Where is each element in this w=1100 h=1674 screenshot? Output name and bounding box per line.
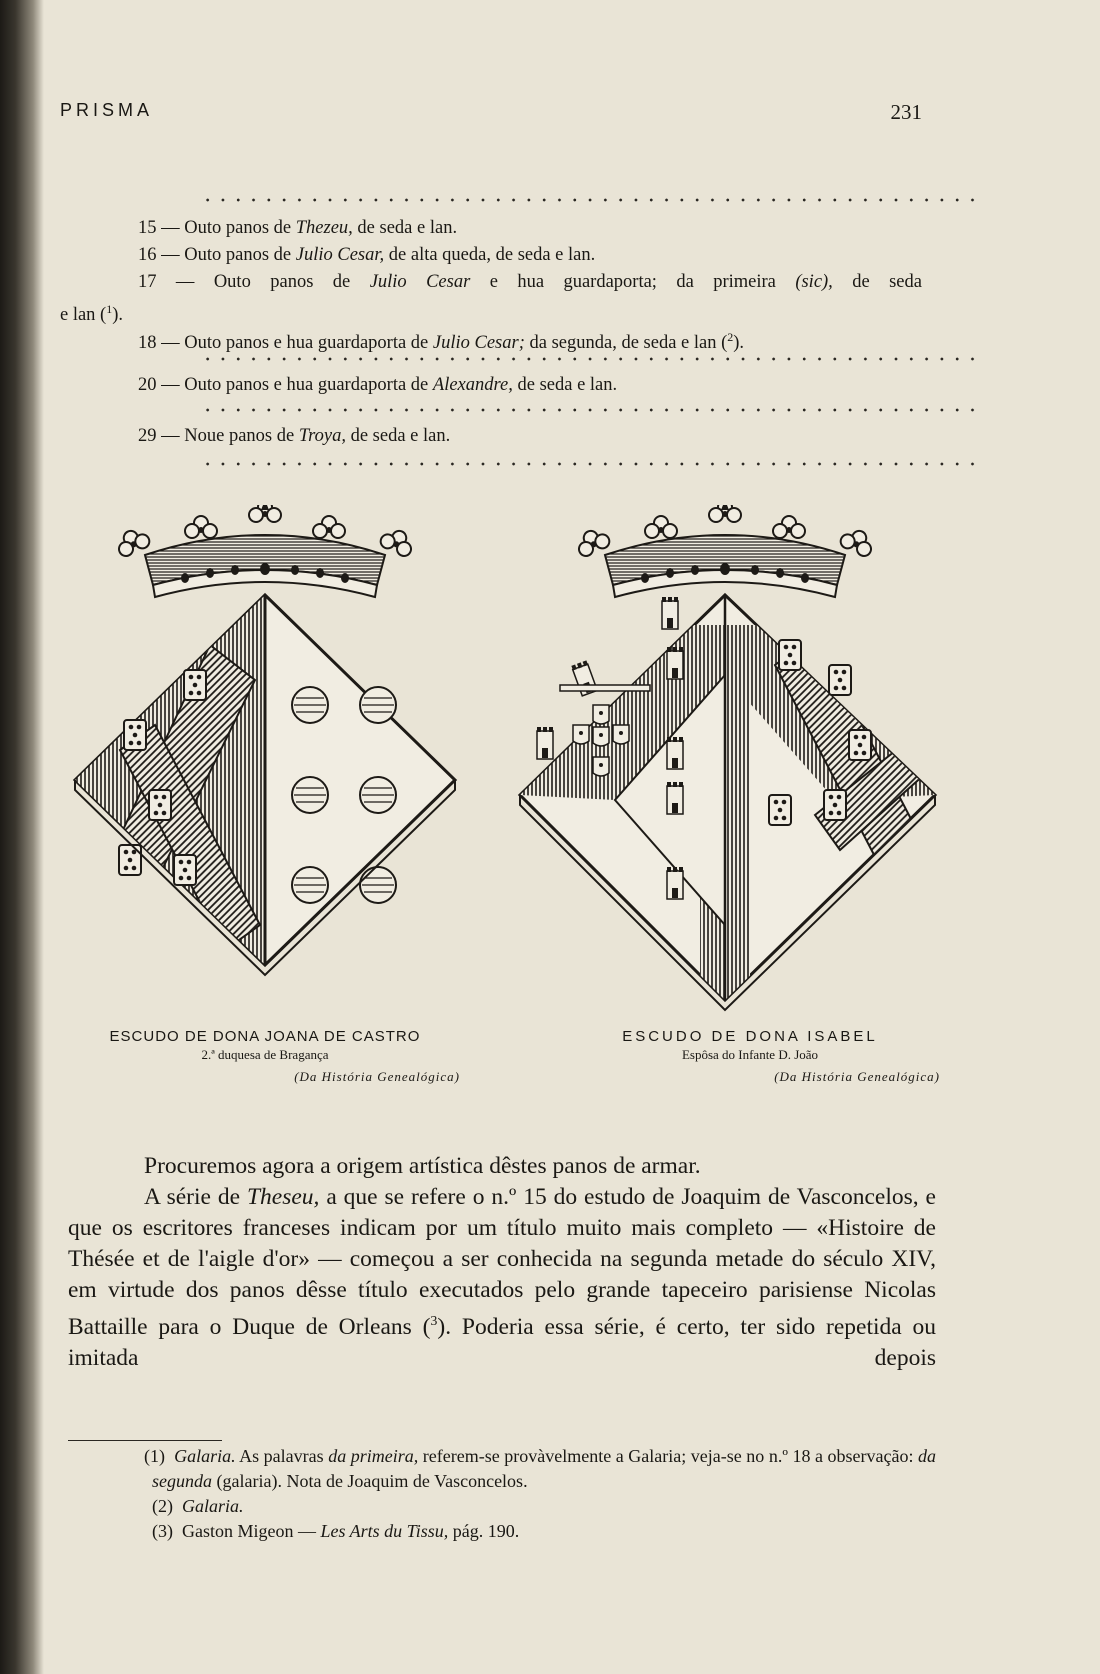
caption-right-source: (Da História Genealógica) (774, 1069, 940, 1084)
running-title: PRISMA (60, 100, 154, 120)
inventory-entry-18: 18 — Outo panos e hua guardaporta de Julio Cesar; da segunda, de seda e lan ($^2$). (138, 330, 745, 354)
inventory-entry-29: 29 — Noue panos de Troya, de seda e lan. (138, 426, 451, 446)
caption-right-title: ESCUDO DE DONA ISABEL (622, 1028, 878, 1045)
page-header (60, 100, 922, 130)
inventory-entry-20: 20 — Outo panos e hua guardaporta de Alexandre, de seda e lan. (138, 375, 618, 395)
footnote-1: (1) Galaria. As palavras da primeira, referem-se provàvelmente a Galaria; veja-se no n.º 18 a observação: da segunda (galaria). Nota de Joaquim de Vasconcelos. (144, 1446, 937, 1491)
footnotes (68, 1444, 936, 1544)
book-gutter-shadow (0, 0, 44, 1674)
heraldic-shield-left-icon (60, 505, 460, 1025)
inventory-entry-16: 16 — Outo panos de Julio Cesar, de alta queda, de seda e lan. (138, 245, 596, 265)
paragraph-2: A série de Theseu, a que se refere o n.º 15 do estudo de Joaquim de Vasconcelos, e que os escritores franceses indicam por um título muito mais completo — «Histoire de Thésée et de l'aigle d'or» — começou a ser conhecida na segunda metade do século XIV, em virtude dos panos dêsse título executados pelo grande tapeceiro parisiense Nicolas Battaille para o Duque de Orleans ($^3$). Poderia essa série, é certo, ter sido repetida ou imitada depois (68, 1184, 936, 1371)
caption-left (70, 1028, 460, 1085)
footnote-ref: 2 (727, 330, 734, 344)
page-number: 231 (890, 100, 922, 124)
inventory-entry-15: 15 — Outo panos de Thezeu, de seda e lan. (138, 218, 458, 238)
footnote-ref: 3 (430, 1314, 438, 1329)
inventory-entry-17-cont: e lan ($^1$). (60, 302, 124, 326)
footnote-ref: 1 (106, 302, 113, 316)
caption-right (560, 1028, 940, 1085)
ellipsis-row (200, 406, 982, 414)
ellipsis-row (200, 355, 982, 363)
footnote-rule (68, 1440, 222, 1441)
caption-left-subtitle: 2.ª duquesa de Bragança (201, 1047, 329, 1062)
footnote-2: (2) Galaria. (152, 1496, 244, 1516)
caption-left-title: ESCUDO DE DONA JOANA DE CASTRO (109, 1028, 421, 1045)
paragraph-1: Procuremos agora a origem artística dêstes panos de armar. (144, 1153, 701, 1179)
ellipsis-row (200, 460, 982, 468)
inventory-entry-17: 17 — Outo panos de Julio Cesar e hua guardaporta; da primeira (sic), de seda (138, 272, 922, 292)
ellipsis-row (200, 196, 982, 204)
caption-left-source: (Da História Genealógica) (294, 1069, 460, 1084)
heraldic-shield-right-icon (515, 505, 945, 1025)
coat-of-arms-joana-de-castro (60, 505, 460, 1025)
body-text (68, 1151, 936, 1374)
coat-of-arms-isabel (515, 505, 945, 1025)
footnote-3: (3) Gaston Migeon — Les Arts du Tissu, pág. 190. (152, 1521, 520, 1541)
caption-right-subtitle: Espôsa do Infante D. João (681, 1047, 819, 1062)
